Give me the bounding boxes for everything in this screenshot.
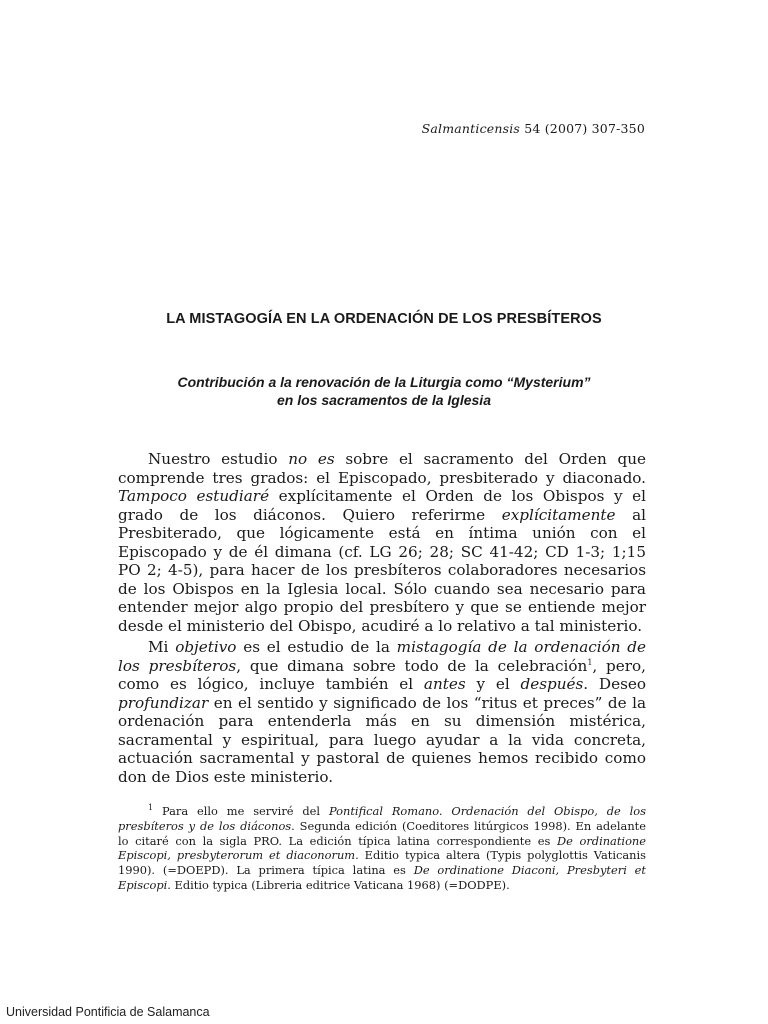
text-run: . Editio typica (Libreria editrice Vaticana 1968) (=DODPE). xyxy=(167,877,510,892)
emphasis: objetivo xyxy=(175,638,237,656)
journal-name: Salmanticensis xyxy=(421,121,521,136)
subtitle-line-1: Contribución a la renovación de la Liturgia como “Mysterium” xyxy=(177,374,591,390)
text-run: Para ello me serviré del xyxy=(153,804,329,818)
text-run: . Editio typica altera (Typis polyglottis Vaticanis 1990). (=DOEPD). La primera típica latina es xyxy=(118,848,646,878)
emphasis: De ordinatione Diaconi, Presbyteri et Episcopi xyxy=(118,863,646,892)
text-run: , pero, como es lógico, incluye también el xyxy=(118,656,646,693)
text-run: . Segunda edición (Coeditores litúrgicos 1998). En adelante lo citaré con la sigla PRO. La edición típica latina correspondiente es xyxy=(118,818,647,848)
article-subtitle xyxy=(0,373,768,409)
emphasis: De ordinatione Episcopi, presbyterorum et diaconorum xyxy=(118,833,647,863)
body-text xyxy=(118,450,646,786)
footnote-reference[interactable]: 1 xyxy=(587,657,593,667)
subtitle-line-2: en los sacramentos de la Iglesia xyxy=(277,392,491,408)
text-run: sobre el sacramento del Orden que comprende tres grados: el Episcopado, presbiterado y diaconado. xyxy=(118,450,646,487)
footnote-number: 1 xyxy=(148,803,154,813)
text-run: , que dimana sobre todo de la celebración xyxy=(236,656,588,675)
text-run: Mi xyxy=(148,638,176,656)
emphasis: después xyxy=(520,675,584,693)
text-run: . Deseo xyxy=(583,675,646,693)
text-run: explícitamente el Orden de los Obispos y el grado de los diáconos. Quiero referirme xyxy=(118,487,646,524)
paragraph-1 xyxy=(118,450,646,635)
emphasis: mistagogía de la ordenación de los presbíteros xyxy=(118,638,647,675)
paragraph-2 xyxy=(118,638,646,786)
journal-citation xyxy=(422,121,645,136)
emphasis: antes xyxy=(423,675,466,693)
emphasis: no es xyxy=(288,450,335,468)
text-run: es el estudio de la xyxy=(236,638,397,656)
emphasis: profundizar xyxy=(118,693,209,712)
article-title: LA MISTAGOGÍA EN LA ORDENACIÓN DE LOS PRESBÍTEROS xyxy=(166,311,602,327)
journal-details: 54 (2007) 307-350 xyxy=(524,121,645,136)
footnote-1 xyxy=(118,804,646,893)
text-run: al Presbiterado, que lógicamente está en íntima unión con el Episcopado y de él dimana (cf. LG 26; 28; SC 41-42; CD 1-3; 1;15 PO 2; 4-5), para hacer de los presbíteros colaboradores necesarios de los Obispos en la Iglesia local. Sólo cuando sea necesario para entender mejor algo propio del presbítero y que se entiende mejor desde el ministerio del Obispo, acudiré a lo relativo a tal ministerio. xyxy=(118,505,646,635)
text-run: en el sentido y significado de los “ritus et preces” de la ordenación para entenderla más en su dimensión mistérica, sacramental y espiritual, para luego ayudar a la vida concreta, actuación sacramental y pastoral de quienes hemos recibido como don de Dios este ministerio. xyxy=(118,693,646,786)
emphasis: Pontifical Romano. Ordenación del Obispo, de los presbíteros y de los diáconos xyxy=(118,804,646,833)
emphasis: Tampoco estudiaré xyxy=(118,487,270,505)
text-run: Nuestro estudio xyxy=(148,450,289,468)
text-run: y el xyxy=(465,675,521,693)
footnote xyxy=(118,804,646,893)
institution-footer: Universidad Pontificia de Salamanca xyxy=(6,1005,210,1019)
emphasis: explícitamente xyxy=(501,505,616,524)
